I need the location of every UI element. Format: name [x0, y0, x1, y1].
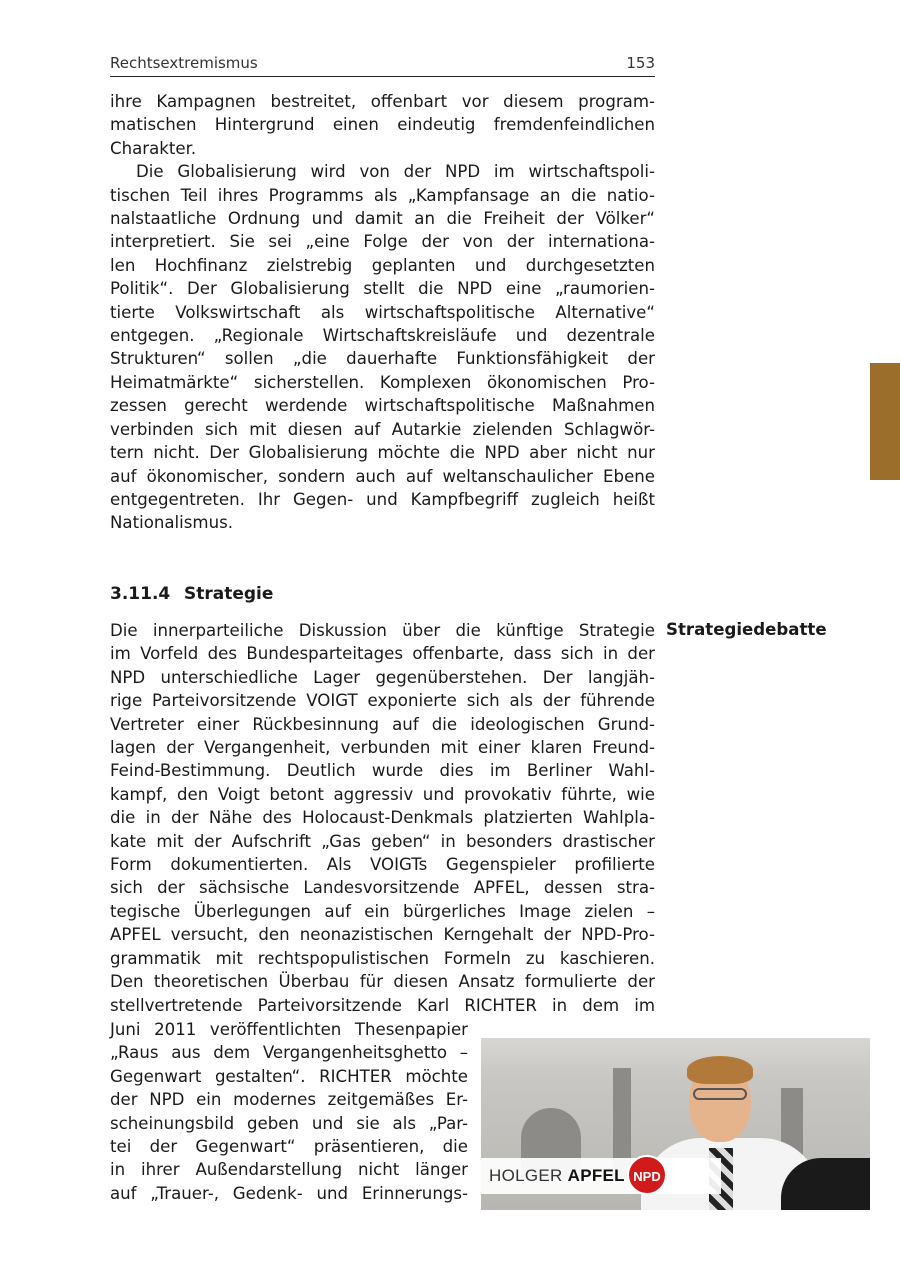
- text-line: lagen der Vergangenheit, verbunden mit einer klaren Freund-: [110, 738, 655, 758]
- text-line: Die Globalisierung wird von der NPD im wirtschaftspoli-: [136, 162, 655, 182]
- text-line: kampf, den Voigt betont aggressiv und provokativ führte, wie: [110, 784, 655, 804]
- text-line: im Vorfeld des Bundesparteitages offenbarte, dass sich in der: [110, 644, 655, 664]
- paragraph-strategie: [110, 619, 655, 1017]
- text-line: grammatik mit rechtspopulistischen Formeln zu kaschieren.: [110, 948, 655, 968]
- text-line: tischen Teil ihres Programms als „Kampfansage an die natio-: [110, 185, 655, 205]
- page-number: 153: [626, 54, 655, 72]
- person-hair: [687, 1056, 753, 1084]
- text-line: auf „Trauer-, Gedenk- und Erinnerungs-: [110, 1183, 468, 1203]
- text-line: scheinungsbild geben und sie als „Par-: [110, 1113, 468, 1133]
- text-line: auf ökonomischer, sondern auch auf weltanschaulicher Ebene: [110, 466, 655, 486]
- text-line: tegische Überlegungen auf ein bürgerliches Image zielen –: [110, 901, 655, 921]
- text-line: verbinden sich mit diesen auf Autarkie zielenden Schlagwör-: [110, 419, 655, 439]
- text-line: Form dokumentierten. Als VOIGTs Gegenspieler profilierte: [110, 855, 655, 875]
- text-line: tern nicht. Der Globalisierung möchte die NPD aber nicht nur: [110, 443, 655, 463]
- text-line: APFEL versucht, den neonazistischen Kerngehalt der NPD-Pro-: [110, 925, 655, 945]
- text-line: len Hochfinanz zielstrebig geplanten und durchgesetzten: [110, 255, 655, 275]
- paragraph-richter: [110, 1018, 468, 1205]
- text-line: Politik“. Der Globalisierung stellt die NPD eine „raumorien-: [110, 279, 655, 299]
- text-line: „Raus aus dem Vergangenheitsghetto –: [110, 1043, 468, 1063]
- text-line: Feind-Bestimmung. Deutlich wurde dies im Berliner Wahl-: [110, 761, 655, 781]
- margin-note: Strategiedebatte: [666, 620, 827, 639]
- text-line: kate mit der Aufschrift „Gas geben“ in besonders drastischer: [110, 831, 655, 851]
- text-line: entgegen. „Regionale Wirtschaftskreisläufe und dezentrale: [110, 326, 655, 346]
- text-line: Juni 2011 veröffentlichten Thesenpapier: [110, 1020, 468, 1039]
- text-line: matischen Hintergrund einen eindeutig fremdenfeindlichen: [110, 115, 655, 135]
- text-line: Gegenwart gestalten“. RICHTER möchte: [110, 1066, 468, 1086]
- text-line: Nationalismus.: [110, 513, 234, 533]
- text-line: Charakter.: [110, 138, 197, 158]
- text-line: interpretiert. Sie sei „eine Folge der von der internationa-: [110, 232, 655, 252]
- text-line: rige Parteivorsitzende VOIGT exponierte sich als der führende: [110, 691, 655, 711]
- text-line: Strukturen“ sollen „die dauerhafte Funktionsfähigkeit der: [110, 349, 655, 369]
- text-line: tei der Gegenwart“ präsentieren, die: [110, 1137, 468, 1157]
- photo-caption: [489, 1166, 625, 1186]
- section-title: Strategie: [184, 584, 274, 604]
- text-line: tierte Volkswirtschaft als wirtschaftspolitische Alternative“: [110, 302, 655, 322]
- text-line: ihre Kampagnen bestreitet, offenbart vor diesem program-: [110, 92, 655, 111]
- glasses-shape: [693, 1088, 747, 1100]
- text-line: die in der Nähe des Holocaust-Denkmals platzierten Wahlpla-: [110, 808, 655, 828]
- section-heading: [110, 584, 273, 604]
- text-line: stellvertretende Parteivorsitzende Karl RICHTER in dem im: [110, 995, 655, 1015]
- text-line: zessen gerecht werdende wirtschaftspolitische Maßnahmen: [110, 396, 655, 416]
- text-line: entgegentreten. Ihr Gegen- und Kampfbegriff zugleich heißt: [110, 489, 655, 509]
- text-line: NPD unterschiedliche Lager gegenüberstehen. Der langjäh-: [110, 667, 655, 687]
- caption-last-name: APFEL: [567, 1166, 625, 1185]
- paragraph-globalisierung: [110, 90, 655, 535]
- caption-first-name: HOLGER: [489, 1166, 563, 1185]
- chapter-thumb-tab: [870, 363, 900, 480]
- text-line: Die innerparteiliche Diskussion über die künftige Strategie: [110, 621, 655, 640]
- text-line: der NPD ein modernes zeitgemäßes Er-: [110, 1090, 468, 1110]
- running-header-section: Rechtsextremismus: [110, 54, 258, 72]
- text-line: Den theoretischen Überbau für diesen Ansatz formulierte der: [110, 972, 655, 992]
- text-line: Vertreter einer Rückbesinnung auf die ideologischen Grund-: [110, 714, 655, 734]
- section-number: 3.11.4: [110, 584, 171, 604]
- npd-logo: NPD: [627, 1155, 667, 1195]
- text-line: sich der sächsische Landesvorsitzende APFEL, dessen stra-: [110, 878, 655, 898]
- text-line: Heimatmärkte“ sicherstellen. Komplexen ökonomischen Pro-: [110, 372, 655, 392]
- text-line: in ihrer Außendarstellung nicht länger: [110, 1160, 468, 1180]
- running-header: [110, 52, 655, 77]
- apfel-photo: [481, 1038, 870, 1210]
- text-line: nalstaatliche Ordnung und damit an die Freiheit der Völker“: [110, 209, 655, 229]
